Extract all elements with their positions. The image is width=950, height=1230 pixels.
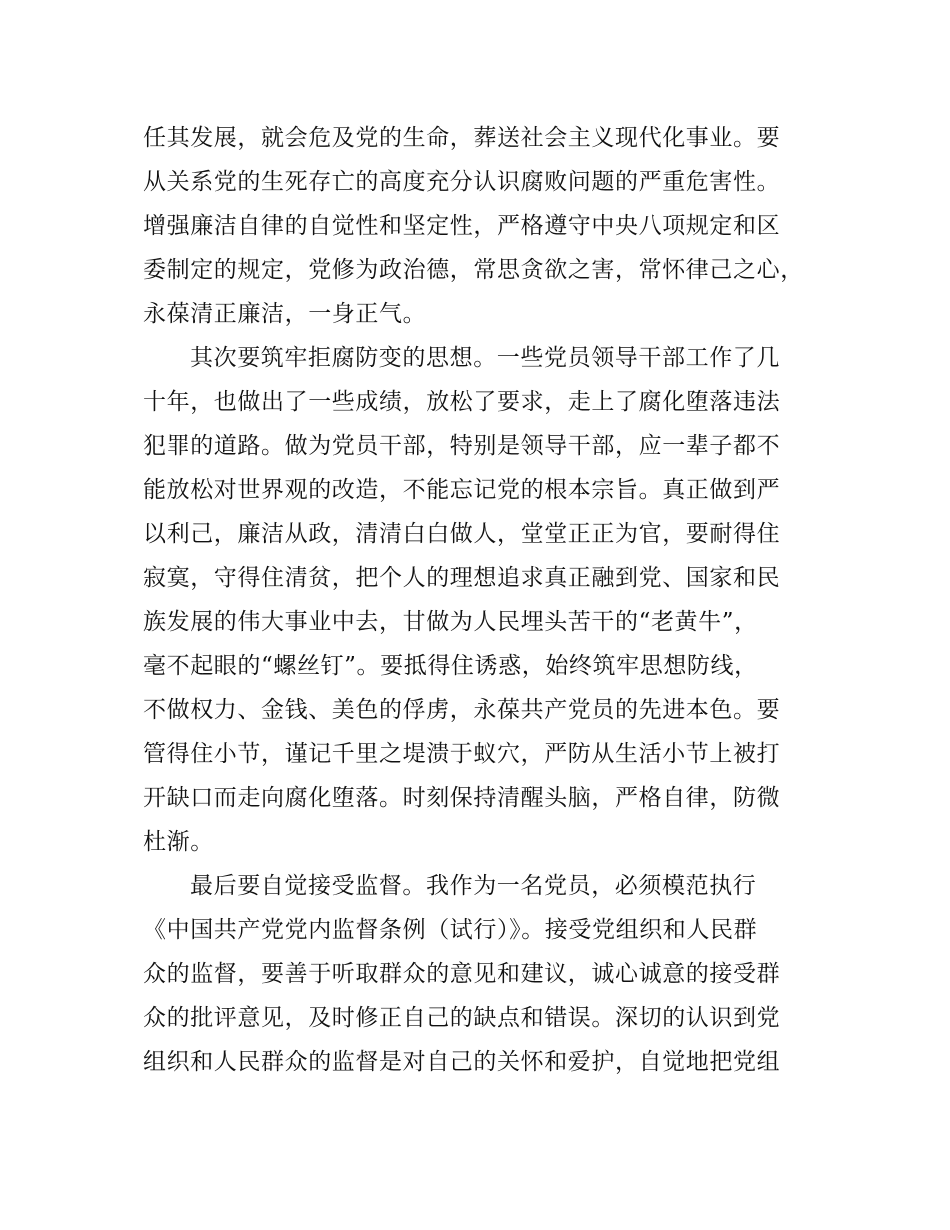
text-line: 众的监督，要善于听取群众的意见和建议，诚心诚意的接受群 bbox=[143, 961, 781, 987]
text-line: 能放松对世界观的改造，不能忘记党的根本宗旨。真正做到严 bbox=[143, 477, 781, 503]
text-line: 任其发展，就会危及党的生命，葬送社会主义现代化事业。要 bbox=[143, 125, 781, 151]
text-line: 众的批评意见，及时修正自己的缺点和错误。深切的认识到党 bbox=[143, 1005, 781, 1031]
text-line: 寂寞，守得住清贫，把个人的理想追求真正融到党、国家和民 bbox=[143, 565, 781, 591]
text-line: 其次要筑牢拒腐防变的思想。一些党员领导干部工作了几 bbox=[190, 345, 780, 371]
text-line: 管得住小节，谨记千里之堤溃于蚁穴，严防从生活小节上被打 bbox=[143, 741, 781, 767]
text-line: 以利己，廉洁从政，清清白白做人，堂堂正正为官，要耐得住 bbox=[143, 521, 781, 547]
text-line: 不做权力、金钱、美色的俘虏，永葆共产党员的先进本色。要 bbox=[143, 697, 781, 723]
text-line: 十年，也做出了一些成绩，放松了要求，走上了腐化堕落违法 bbox=[143, 389, 781, 415]
text-line: 族发展的伟大事业中去，甘做为人民埋头苦干的“老黄牛”， bbox=[143, 609, 758, 635]
text-line: 增强廉洁自律的自觉性和坚定性，严格遵守中央八项规定和区 bbox=[143, 213, 781, 239]
text-line: 杜渐。 bbox=[143, 829, 214, 855]
text-line: 从关系党的生死存亡的高度充分认识腐败问题的严重危害性。 bbox=[143, 169, 781, 195]
text-line: 组织和人民群众的监督是对自己的关怀和爱护，自觉地把党组 bbox=[143, 1049, 781, 1075]
text-line: 委制定的规定，党修为政治德，常思贪欲之害，常怀律己之心， bbox=[143, 257, 804, 283]
text-line: 最后要自觉接受监督。我作为一名党员，必须模范执行 bbox=[190, 873, 757, 899]
text-line: 《中国共产党党内监督条例（试行）》。接受党组织和人民群 bbox=[143, 917, 758, 943]
text-line: 开缺口而走向腐化堕落。时刻保持清醒头脑，严格自律，防微 bbox=[143, 785, 781, 811]
text-line: 毫不起眼的“螺丝钉”。要抵得住诱惑，始终筑牢思想防线， bbox=[143, 653, 758, 679]
text-line: 犯罪的道路。做为党员干部，特别是领导干部，应一辈子都不 bbox=[143, 433, 781, 459]
text-line: 永葆清正廉洁，一身正气。 bbox=[143, 301, 427, 327]
